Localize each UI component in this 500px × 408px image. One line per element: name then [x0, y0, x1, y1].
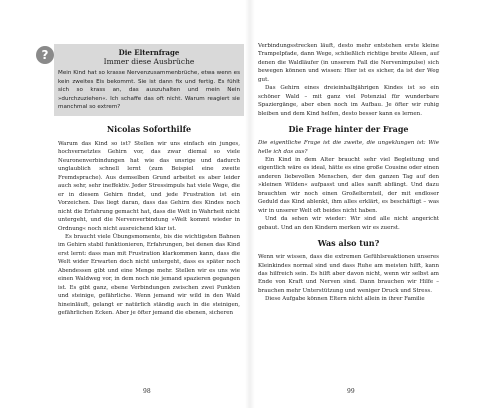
- paragraph: Verbindungsstrecken läuft, desto mehr entstehen erste kleine Trampelpfade, dann Wege, schließlich richtige breite Alleen, auf denen die Waldläufer (in unserem Fall die Nervenimpulse) sich bewegen können und wissen: Hier ist es sicher, da ist der Weg gut.: [258, 43, 439, 83]
- right-page: [250, 0, 500, 408]
- box-title: Die Elternfrage: [118, 48, 180, 57]
- box-subtitle: Immer diese Ausbrüche: [103, 57, 195, 66]
- box-text: Mein Kind hat so krasse Nervenzusammenbrüche, etwa wenn es kein zweites Eis bekommt. Sie ist dann fix und fertig. Es fühlt sich so krass an, das auszuhalten und mein Nein »durchzuziehen«. Ich schaffe das oft nicht. Warum reagiert sie manchmal so extrem?: [58, 70, 240, 111]
- section-title-soforthilfe: Nicolas Soforthilfe: [106, 123, 192, 134]
- paragraph: Diese Aufgabe können Eltern nicht allein in ihrer Familie: [265, 296, 425, 303]
- page-number-left: 98: [143, 388, 151, 395]
- paragraph: Es braucht viele Übungsmomente, bis die wichtigsten Bahnen im Gehirn stabil funktionieren, Erfahrungen, bei denen das Kind erst lernt: dass man mit Frustration klarkommen kann, dass die Welt wider Erwarten doch nicht untergeht, dass es später noch Abendessen gibt und eine Menge mehr. Stellen wir es uns wie einen Waldweg vor, in dem noch nie jemand spazieren gegangen ist. Es gibt ganz, ebene Verbindungen zwischen zwei Punkten und steinige, gefährliche. Wenn jemand wir wild in den Wald hineinläuft, gelangt er natürlich ständig auch in die steinigen, gefährlichen Ecken. Aber je öfter jemand die ebenen, sicheren: [58, 233, 240, 317]
- paragraph: Warum das Kind so ist? Stellen wir uns einfach ein junges, hochvernetztes Gehirn vor, das zwar diemal so viele Neuronenverbindungen hat wie das unsrige und dadurch unglaublich schnell lernt (zum Beispiel eine zweite Fremdsprache). Aus demselben Grund arbeitet es aber leider auch sehr, sehr ineffektiv. Jeder Stressimpuls hat viele Wege, die er in diesem Gehirn findet, und jede Frustration ist ein Vorzeichen. Das liegt daran, dass das Gehirn des Kindes noch nicht die Erfahrung gemacht hat, dass die Welt in Wahrheit nicht untergeht, und die Nervenverbindung »Welt kommt wieder in Ordnung« noch nicht ausreichend klar ist.: [58, 140, 241, 232]
- question-mark-icon: ?: [36, 46, 54, 64]
- paragraph: Und da sehen wir wieder: Wir sind alle nicht angericht gebaut. Und an den Kindern merken wir es zuerst.: [258, 216, 439, 231]
- section-title-frage: Die Frage hinter der Frage: [288, 124, 409, 135]
- paragraph: Wenn wir wissen, dass die extremen Gefühlsreaktionen unseres Kleinkindes normal sind und dass Ruhe am meisten hilft, kann das hilfreich sein. Es hilft aber davon nicht, wenn wir selbst am Ende von Kraft und Nerven sind. Dann brauchen wir Hilfe – brauchen mehr Unterstützung und weniger Druck und Stress.: [258, 254, 439, 294]
- parent-question-box: [54, 44, 244, 116]
- lead-question: Die eigentliche Frage ist die zweite, die ungeklungen ist: Wie helle ich das aus?: [258, 140, 439, 155]
- left-column: [58, 44, 240, 317]
- right-column: [258, 42, 439, 304]
- paragraph: Das Gehirn eines dreieinhalbjährigen Kindes ist so ein schöner Wald – mit ganz viel Potenzial für wunderbare Spaziergänge, aber eben noch im Aufbau. Je öfter wir ruhig bleiben und dem Kind helfen, desto besser kann es lernen.: [258, 85, 439, 117]
- page-number-right: 99: [347, 388, 355, 395]
- section-title-was-tun: Was also tun?: [317, 238, 380, 249]
- paragraph: Ein Kind in dem Alter braucht sehr viel Begleitung und eigentlich wäre es ideal, hätte es eine große Cousine oder einen anderen liebevollen Menschen, der den ganzen Tag auf den »kleinen Wilden« aufpasst und alles sanft abfängt. Und dazu brauchten wir noch einen Großelternteil, der mit endloser Geduld das Kind ablenkt, ihm alles erklärt, es beschäftigt – was wir in unserer Welt oft beides nicht haben.: [258, 156, 439, 214]
